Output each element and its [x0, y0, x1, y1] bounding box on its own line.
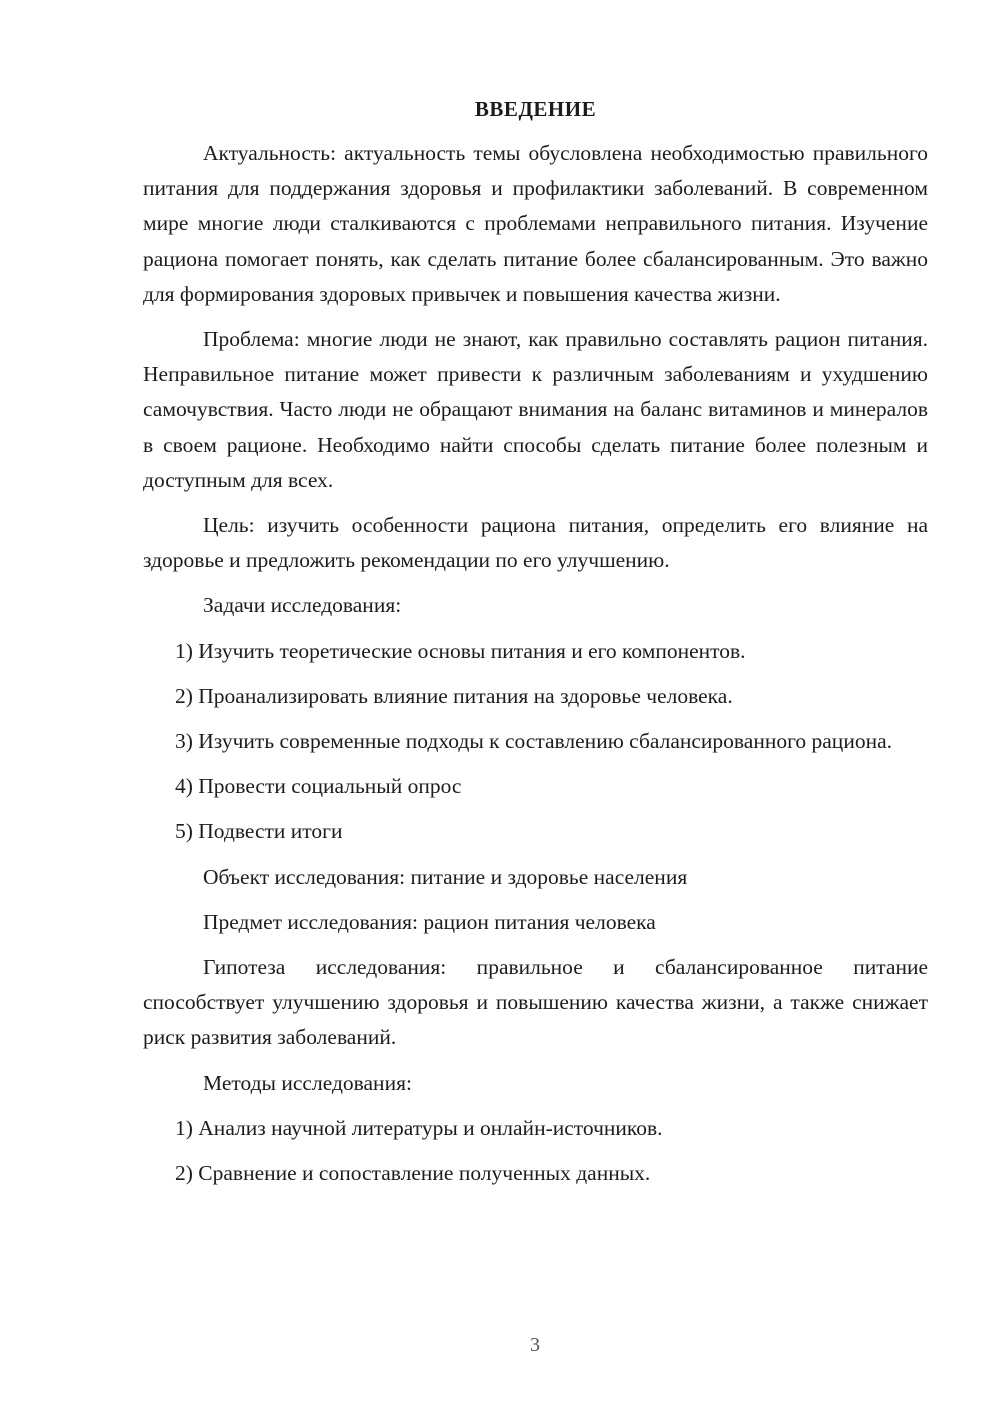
goal-paragraph: Цель: изучить особенности рациона питания, определить его влияние на здоровье и предложить рекомендации по его улучшению. [143, 513, 928, 573]
page-title: ВВЕДЕНИЕ [474, 97, 597, 121]
task-item-3: 3) Изучить современные подходы к составлению сбалансированного рациона. [175, 729, 892, 754]
method-item-1: 1) Анализ научной литературы и онлайн-источников. [175, 1115, 663, 1140]
methods-heading: Методы исследования: [203, 1070, 412, 1095]
subject-paragraph: Предмет исследования: рацион питания человека [203, 909, 656, 934]
task-item-4: 4) Провести социальный опрос [175, 774, 462, 799]
task-item-2: 2) Проанализировать влияние питания на здоровье человека. [175, 683, 733, 708]
relevance-paragraph: Актуальность: актуальность темы обусловлена необходимостью правильного питания для поддержания здоровья и профилактики заболеваний. В современном мире многие люди сталкиваются с проблемами неправильного питания. Изучение рациона помогает понять, как сделать питание более сбалансированным. Это важно для формирования здоровых привычек и повышения качества жизни. [143, 141, 928, 306]
problem-paragraph: Проблема: многие люди не знают, как правильно составлять рацион питания. Неправильное питание может привести к различным заболеваниям и ухудшению самочувствия. Часто люди не обращают внимания на баланс витаминов и минералов в своем рационе. Необходимо найти способы сделать питание более полезным и доступным для всех. [143, 327, 928, 492]
method-item-2: 2) Сравнение и сопоставление полученных данных. [175, 1161, 651, 1186]
task-item-5: 5) Подвести итоги [175, 819, 343, 844]
object-paragraph: Объект исследования: питание и здоровье населения [203, 864, 688, 889]
task-item-1: 1) Изучить теоретические основы питания и его компонентов. [175, 638, 746, 663]
tasks-heading: Задачи исследования: [203, 593, 402, 618]
page-number: 3 [530, 1334, 540, 1356]
hypothesis-paragraph: Гипотеза исследования: правильное и сбалансированное питание способствует улучшению здоровья и повышению качества жизни, а также снижает риск развития заболеваний. [143, 955, 928, 1050]
document-page [143, 92, 928, 1191]
